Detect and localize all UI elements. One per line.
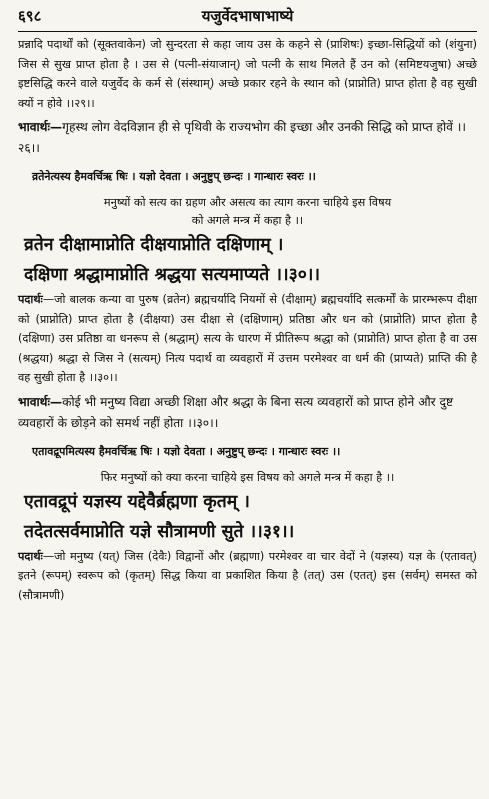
bhavartha-30 — [18, 392, 477, 434]
mantra-31-line: तदेतत्सर्वमाप्नोति यज्ञे सौत्रामणी सुते ।।३१।। — [24, 521, 295, 542]
intro-30-line: को अगले मन्त्र में कहा है ।। — [191, 214, 304, 227]
bhavartha-30-label: भावार्थः— — [18, 394, 63, 409]
padartha-29-continued — [18, 35, 477, 113]
padartha-30-label: पदार्थः — [18, 293, 43, 306]
bhavartha-29-text: गृहस्थ लोग वेदविज्ञान ही से पृथिवी के राज्यभोग की इच्छा और उनकी सिद्धि को प्राप्त होवें ।।२६।। — [18, 120, 467, 155]
mantra-30-line: दक्षिणा श्रद्धामाप्नोति श्रद्धया सत्यमाप्यते ।।३०।। — [24, 265, 321, 285]
page-header — [18, 6, 477, 30]
intro-31-line: फिर मनुष्यों को क्या करना चाहिये इस विषय को अगले मन्त्र में कहा है ।। — [100, 470, 395, 484]
padartha-30 — [18, 290, 477, 388]
padartha-31-text: —जो मनुष्य (यत्) जिस (देवैः) विद्वानों और (ब्रह्मणा) परमेश्वर वा चार वेदों ने (यज्ञस्य) यज्ञ के (एतावत्) इतने (रूपम्) स्वरूप को (कृतम्) सिद्ध किया वा प्रकाशित किया है (तत्) उस (एतत्) इस (सर्वम्) समस्त को (सौत्रामणी) — [18, 549, 477, 602]
page-body — [18, 35, 477, 605]
rishi-line-30: व्रतेनेत्यस्य हैमवर्चिऋ षिः । यज्ञो देवता । अनुष्टुप् छन्दः । गान्धारः स्वरः ।। — [32, 170, 316, 183]
bhavartha-29 — [18, 117, 477, 159]
intro-31 — [28, 469, 467, 487]
mantra-30 — [24, 230, 477, 290]
padartha-31 — [18, 547, 477, 606]
page-number: ६९८ — [18, 7, 42, 25]
bhavartha-30-text: कोई भी मनुष्य विद्या अच्छी शिक्षा और श्रद्धा के बिना सत्य व्यवहारों को प्राप्त होने और दुष्ट व्यवहारों के छोड़ने को समर्थ नहीं होता ।।३०।। — [18, 394, 454, 430]
header-rule — [18, 31, 477, 32]
mantra-31-line: एतावद्रूपं यज्ञस्य यद्देवैर्ब्रह्मणा कृतम् । — [24, 491, 250, 512]
mantra-30-line: व्रतेन दीक्षामाप्नोति दीक्षयाप्नोति दक्षिणाम् । — [24, 235, 284, 255]
running-title: यजुर्वेदभाषाभाष्ये — [201, 7, 294, 25]
intro-30 — [28, 194, 467, 230]
padartha-31-label: पदार्थः — [18, 549, 43, 563]
bhavartha-29-label: भावार्थः— — [18, 120, 63, 134]
padartha-30-text: —जो बालक कन्या वा पुरुष (व्रतेन) ब्रह्मचर्यादि नियमों से (दीक्षाम्) ब्रह्मचर्यादि सत्कर्मों के प्रारम्भरूप दीक्षा को (प्राप्नोति) प्राप्त होता है (दीक्षया) उस दीक्षा से (दक्षिणाम्) प्रतिष्ठा और धन को (प्राप्नोति) प्राप्त होता है (दक्षिणा) उस प्रतिष्ठा वा धनरूप से (श्रद्धाम्) सत्य के धारण में प्रीतिरूप श्रद्धा को (प्राप्नोति) प्राप्त होता है वा उस (श्रद्धया) श्रद्धा से जिस ने (सत्यम्) नित्य पदार्थ वा व्यवहारों में उत्तम परमेश्वर वा धर्म की (प्राप्यते) प्राप्ति की है वह सुखी होता है ।।३०।। — [18, 293, 477, 384]
intro-30-line: मनुष्यों को सत्य का ग्रहण और असत्य का त्याग करना चाहिये इस विषय — [103, 196, 392, 209]
rishi-line-31: एतावद्रूपमित्यस्य हैमवर्चिऋ षिः । यज्ञो देवता । अनुष्टुप् छन्दः । गान्धारः स्वरः ।। — [32, 444, 341, 458]
mantra-31 — [24, 487, 477, 547]
padartha-29-continued-text: प्रन्नादि पदार्थों को (सूक्तवाकेन) जो सुन्दरता से कहा जाय उस के कहने से (प्राशिषः) इच्छा-सिद्धियों को (शंयुना) जिस से सुख प्राप्त होता है । उस से (पत्नी-संयाजान्) जो पत्नी के साथ मिलते हैं उन को (समिष्टयजुषा) अच्छे इष्टसिद्धि करने वाले यजुर्वेद के कर्म से (संस्थाम्) अच्छे प्रकार रहने के स्थान को (प्राप्नोति) प्राप्त होता है वह सुखी क्यों न होवे ।।२९।। — [18, 38, 477, 110]
